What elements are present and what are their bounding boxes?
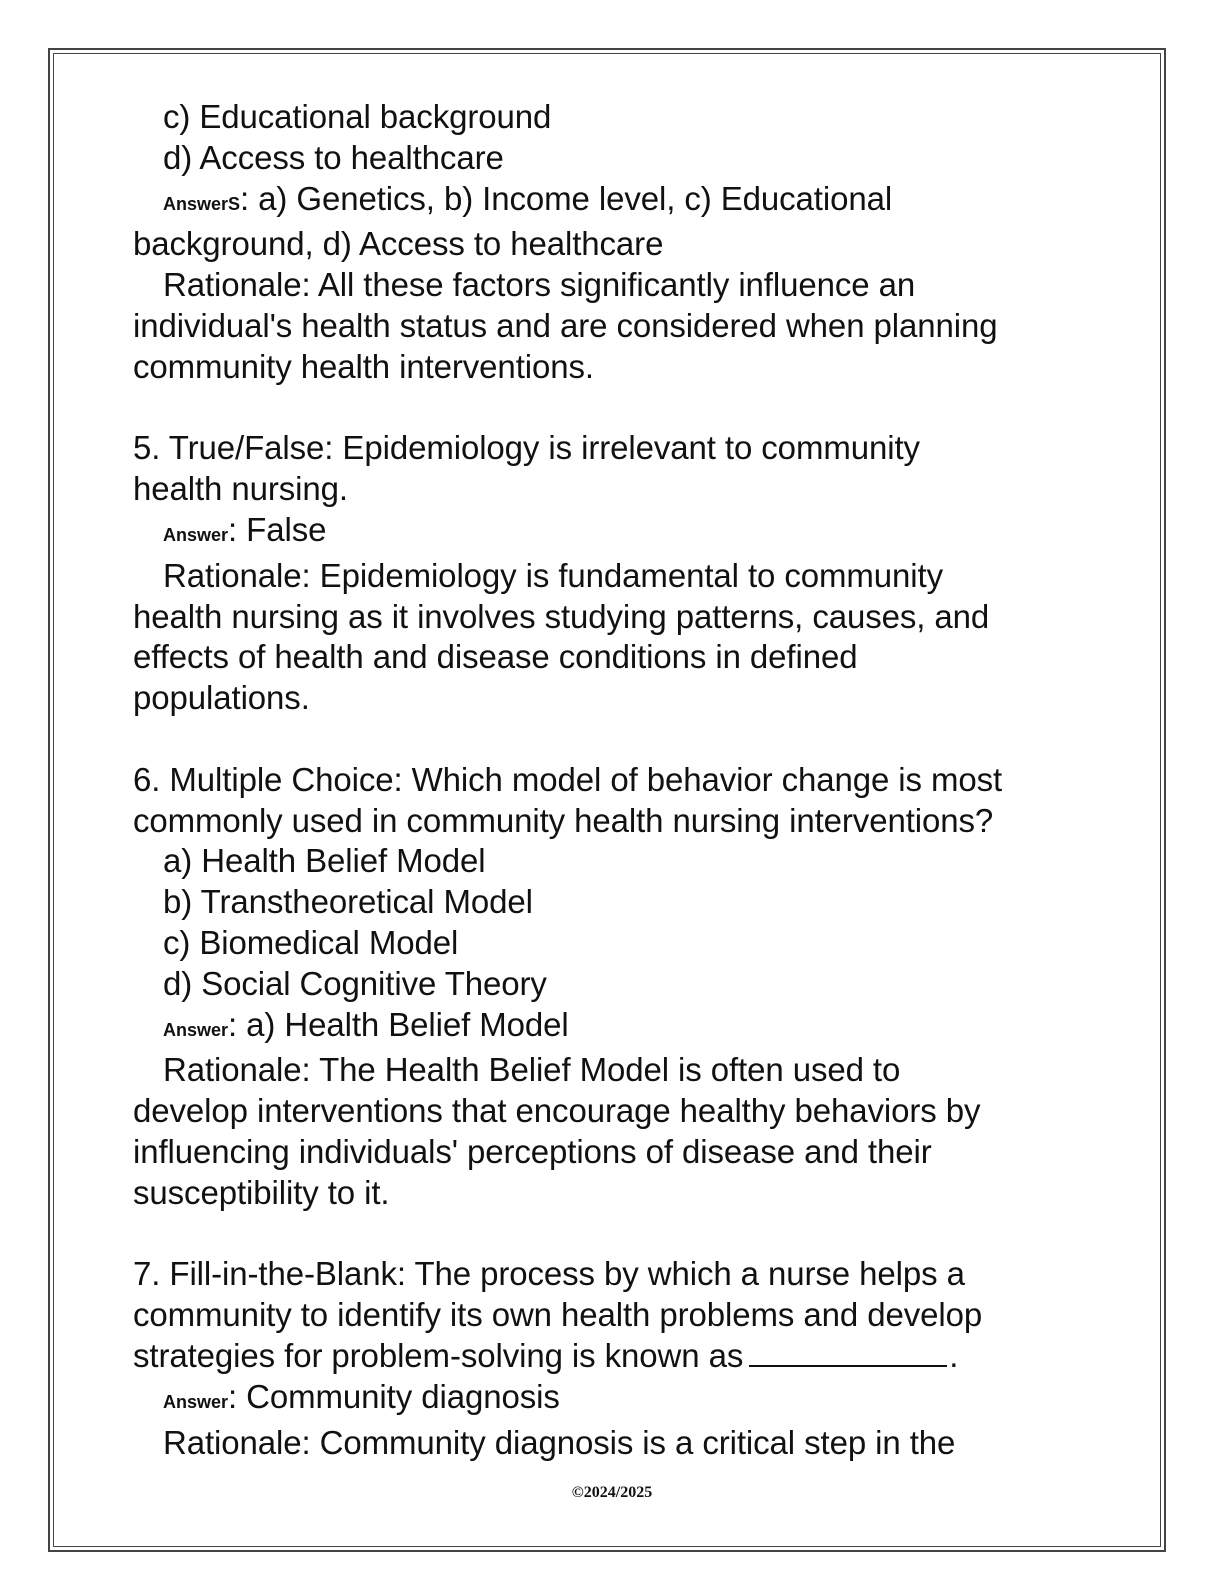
q5-answer-label: Answer <box>163 524 229 545</box>
q6-question-line: 6. Multiple Choice: Which model of behavior change is most <box>133 760 1003 798</box>
paragraph-gap <box>133 1214 1123 1255</box>
copyright-footer: ©2024/2025 <box>571 1484 653 1501</box>
q6-option-d: d) Social Cognitive Theory <box>163 964 547 1002</box>
paragraph-gap <box>133 719 1123 760</box>
q6-rationale-line: influencing individuals' perceptions of disease and their <box>133 1132 932 1170</box>
q5-question-line: health nursing. <box>133 470 348 508</box>
q5-rationale-line: populations. <box>133 679 310 717</box>
q4-answer-line <box>133 179 1123 225</box>
q4-answer-text: : a) Genetics, b) Income level, c) Educational <box>240 179 893 217</box>
q5-rationale-line: health nursing as it involves studying patterns, causes, and <box>133 597 990 635</box>
q6-question-line: commonly used in community health nursing interventions? <box>133 801 994 839</box>
q6-rationale-line: develop interventions that encourage healthy behaviors by <box>133 1092 981 1130</box>
q7-answer-line <box>133 1377 1123 1423</box>
paragraph-gap <box>133 388 1123 429</box>
q5-answer-text: : False <box>228 510 327 548</box>
q4-rationale-line: individual's health status and are considered when planning <box>133 306 998 344</box>
q7-answer-label: Answer <box>163 1391 229 1412</box>
q6-option-a: a) Health Belief Model <box>163 842 486 880</box>
q7-rationale-line: Rationale: Community diagnosis is a critical step in the <box>163 1423 956 1461</box>
q7-answer-text: : Community diagnosis <box>228 1377 560 1415</box>
q6-option-c: c) Biomedical Model <box>163 923 459 961</box>
q7-question-line: 7. Fill-in-the-Blank: The process by which a nurse helps a <box>133 1255 965 1293</box>
q5-question-line: 5. True/False: Epidemiology is irrelevant to community <box>133 429 920 467</box>
fill-in-blank <box>749 1339 947 1367</box>
document-body <box>133 97 1123 1463</box>
q7-question-line-blank <box>133 1336 1123 1377</box>
q4-rationale-line: Rationale: All these factors significantly influence an <box>163 266 916 304</box>
q6-answer-label: Answer <box>163 1019 229 1040</box>
q7-question-line: community to identify its own health problems and develop <box>133 1296 983 1334</box>
q6-answer-text: : a) Health Belief Model <box>228 1005 569 1043</box>
q7-question-text: strategies for problem-solving is known as <box>133 1336 744 1374</box>
q7-question-period: . <box>949 1336 959 1374</box>
q4-answer-continuation: background, d) Access to healthcare <box>133 225 664 263</box>
q4-option-d: d) Access to healthcare <box>163 138 504 176</box>
q4-rationale-line: community health interventions. <box>133 347 594 385</box>
q5-answer-line <box>133 510 1123 556</box>
q6-rationale-line: susceptibility to it. <box>133 1173 390 1211</box>
q6-rationale-line: Rationale: The Health Belief Model is often used to <box>163 1051 901 1089</box>
q4-answer-label: AnswerS <box>163 193 241 214</box>
q6-answer-line <box>133 1005 1123 1051</box>
q5-rationale-line: effects of health and disease conditions in defined <box>133 638 858 676</box>
q5-rationale-line: Rationale: Epidemiology is fundamental to community <box>163 556 943 594</box>
q6-option-b: b) Transtheoretical Model <box>163 883 533 921</box>
q4-option-c: c) Educational background <box>163 98 552 135</box>
